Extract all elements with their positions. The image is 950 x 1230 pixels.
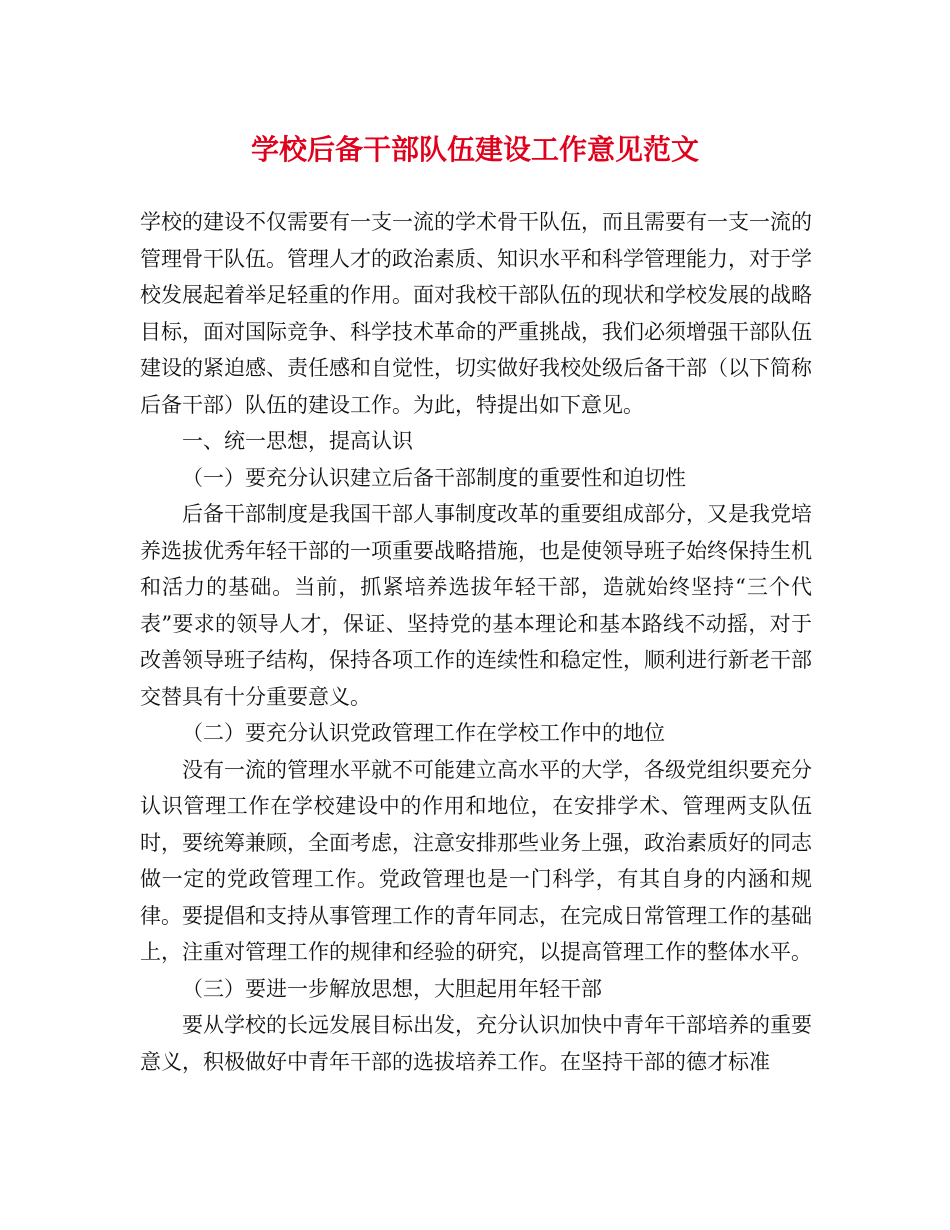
- document-body: [140, 204, 812, 1080]
- section-heading-1: 一、统一思想，提高认识: [182, 429, 413, 453]
- body-paragraph-1: 后备干部制度是我国干部人事制度改革的重要组成部分，又是我党培养选拔优秀年轻干部的一项重要战略措施，也是使领导班子始终保持生机和活力的基础。当前，抓紧培养选拔年轻干部，造就始终坚持“三个代表”要求的领导人才，保证、坚持党的基本理论和基本路线不动摇，对于改善领导班子结构，保持各项工作的连续性和稳定性，顺利进行新老干部交替具有十分重要意义。: [140, 502, 812, 709]
- body-paragraph-3: 要从学校的长远发展目标出发，充分认识加快中青年干部培养的重要意义，积极做好中青年干部的选拔培养工作。在坚持干部的德才标准: [140, 1013, 812, 1074]
- subsection-heading-3: （三）要进一步解放思想，大胆起用年轻干部: [182, 976, 602, 1001]
- intro-paragraph: 学校的建设不仅需要有一支一流的学术骨干队伍，而且需要有一支一流的管理骨干队伍。管理人才的政治素质、知识水平和科学管理能力，对于学校发展起着举足轻重的作用。面对我校干部队伍的现状和学校发展的战略目标，面对国际竞争、科学技术革命的严重挑战，我们必须增强干部队伍建设的紧迫感、责任感和自觉性，切实做好我校处级后备干部（以下简称后备干部）队伍的建设工作。为此，特提出如下意见。: [140, 210, 812, 417]
- subsection-heading-2: （二）要充分认识党政管理工作在学校工作中的地位: [182, 721, 665, 745]
- subsection-heading-1: （一）要充分认识建立后备干部制度的重要性和迫切性: [182, 465, 686, 490]
- body-paragraph-2: 没有一流的管理水平就不可能建立高水平的大学，各级党组织要充分认识管理工作在学校建设中的作用和地位，在安排学术、管理两支队伍时，要统筹兼顾，全面考虑，注意安排那些业务上强，政治素质好的同志做一定的党政管理工作。党政管理也是一门科学，有其自身的内涵和规律。要提倡和支持从事管理工作的青年同志，在完成日常管理工作的基础上，注重对管理工作的规律和经验的研究，以提高管理工作的整体水平。: [140, 757, 812, 964]
- document-title: 学校后备干部队伍建设工作意见范文: [250, 133, 699, 166]
